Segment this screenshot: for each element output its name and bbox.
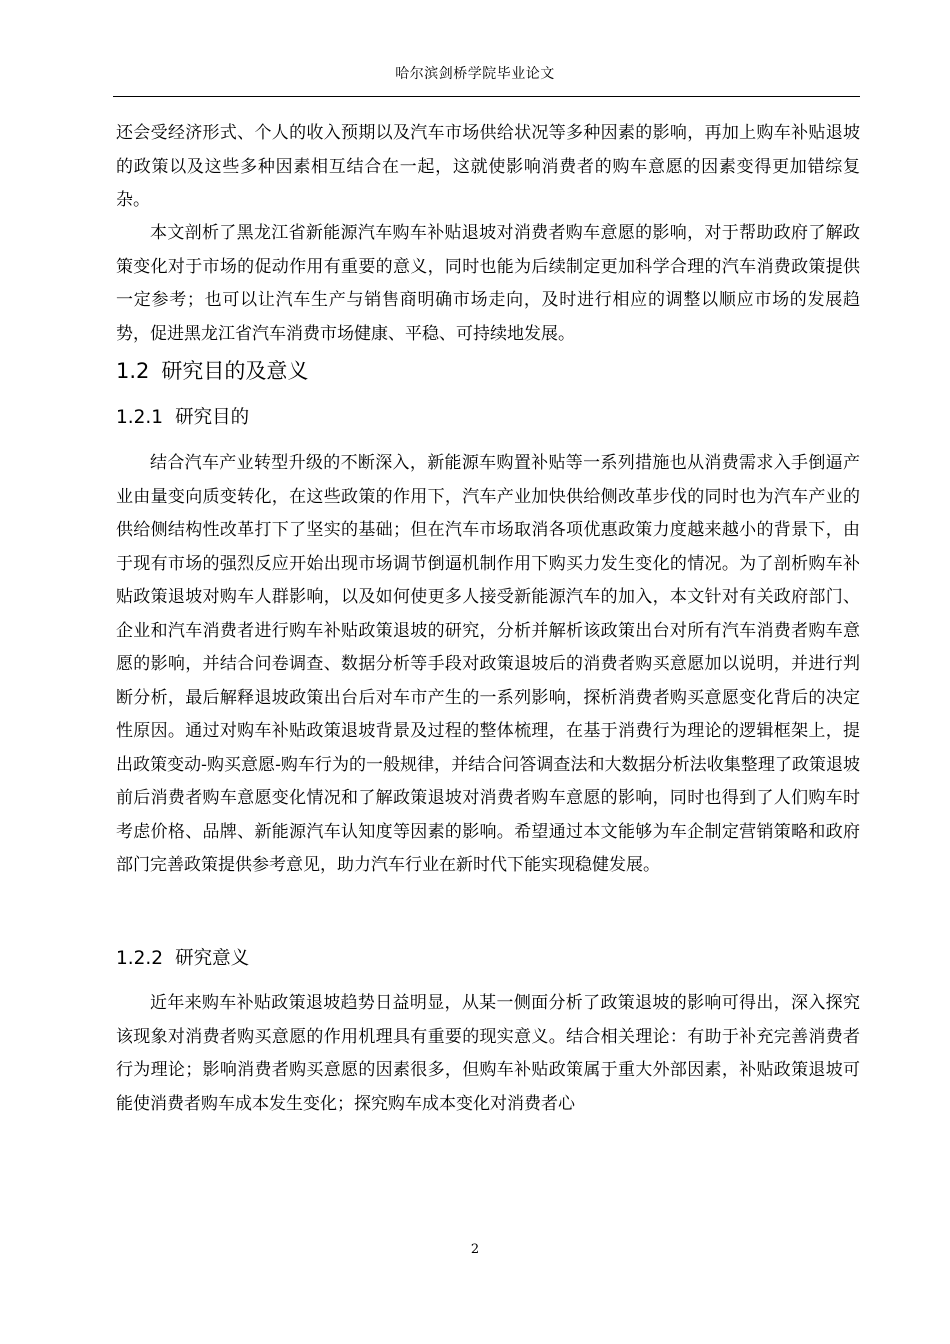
section-heading-1-2-2 [116,946,249,972]
section-number: 1.2 [116,359,150,383]
section-number: 1.2.1 [116,407,164,428]
paragraph-research-purpose: 结合汽车产业转型升级的不断深入，新能源车购置补贴等一系列措施也从消费需求入手倒逼产业由量变向质变转化，在这些政策的作用下，汽车产业加快供给侧改革步伐的同时也为汽车产业的供给侧结构性改革打下了坚实的基础；但在汽车市场取消各项优惠政策力度越来越小的背景下，由于现有市场的强烈反应开始出现市场调节倒逼机制作用下购买力发生变化的情况。为了剖析购车补贴政策退坡对购车人群影响，以及如何使更多人接受新能源汽车的加入，本文针对有关政府部门、企业和汽车消费者进行购车补贴政策退坡的研究，分析并解析该政策出台对所有汽车消费者购车意愿的影响，并结合问卷调查、数据分析等手段对政策退坡后的消费者购买意愿加以说明，并进行判断分析，最后解释退坡政策出台后对车市产生的一系列影响，探析消费者购买意愿变化背后的决定性原因。通过对购车补贴政策退坡背景及过程的整体梳理，在基于消费行为理论的逻辑框架上，提出政策变动-购买意愿-购车行为的一般规律，并结合问答调查法和大数据分析法收集整理了政策退坡前后消费者购车意愿变化情况和了解政策退坡对消费者购车意愿的影响，同时也得到了人们购车时考虑价格、品牌、新能源汽车认知度等因素的影响。希望通过本文能够为车企制定营销策略和政府部门完善政策提供参考意见，助力汽车行业在新时代下能实现稳健发展。 [116,453,860,875]
running-header: 哈尔滨剑桥学院毕业论文 [395,66,555,82]
paragraph-significance-intro: 本文剖析了黑龙江省新能源汽车购车补贴退坡对消费者购车意愿的影响，对于帮助政府了解政策变化对于市场的促动作用有重要的意义，同时也能为后续制定更加科学合理的汽车消费政策提供一定参考；也可以让汽车生产与销售商明确市场走向，及时进行相应的调整以顺应市场的发展趋势，促进黑龙江省汽车消费市场健康、平稳、可持续地发展。 [116,223,860,344]
section-heading-1-2 [116,357,308,385]
section-number: 1.2.2 [116,948,164,969]
header-divider [113,96,860,97]
section-title: 研究意义 [175,948,250,969]
section-heading-1-2-1 [116,405,249,431]
section-title: 研究目的及意义 [161,359,309,383]
paragraph-research-significance: 近年来购车补贴政策退坡趋势日益明显，从某一侧面分析了政策退坡的影响可得出，深入探究该现象对消费者购买意愿的作用机理具有重要的现实意义。结合相关理论：有助于补充完善消费者行为理论；影响消费者购买意愿的因素很多，但购车补贴政策属于重大外部因素，补贴政策退坡可能使消费者购车成本发生变化；探究购车成本变化对消费者心 [116,993,860,1114]
paragraph-continued: 还会受经济形式、个人的收入预期以及汽车市场供给状况等多种因素的影响，再加上购车补贴退坡的政策以及这些多种因素相互结合在一起，这就使影响消费者的购车意愿的因素变得更加错综复杂。 [116,123,860,210]
page-number: 2 [470,1242,480,1257]
section-title: 研究目的 [175,407,250,428]
